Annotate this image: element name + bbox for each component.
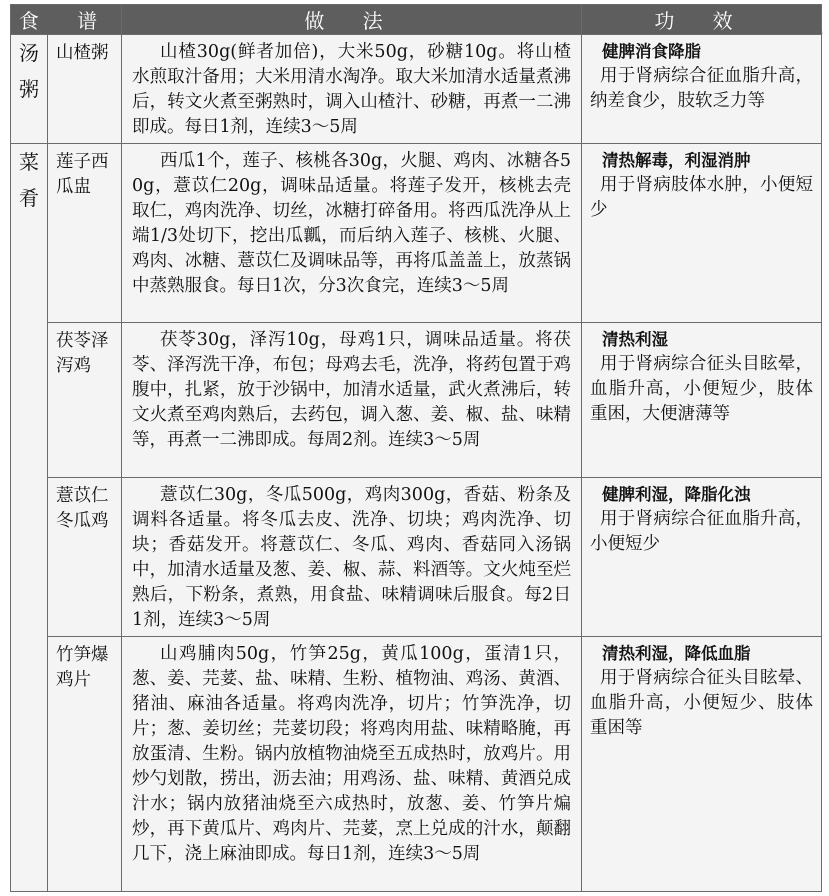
recipe-name: 竹笋爆鸡片 [48, 637, 122, 892]
category-label: 菜肴 [19, 150, 39, 210]
recipe-method: 西瓜1个，莲子、核桃各30g，火腿、鸡肉、冰糖各50g，薏苡仁20g，调味品适量。将莲子发开，核桃去壳取仁，鸡肉洗净、切丝，冰糖打碎备用。将西瓜洗净从上端1/3处切下，挖出瓜瓤，而后纳入莲子、核桃、火腿、鸡肉、冰糖、薏苡仁及调味品等，再将瓜盖盖上，放蒸锅中蒸熟服食。每日1次，分3次食完，连续3～5周 [122, 144, 582, 323]
effect-description: 用于肾病综合征血脂升高，小便短少 [590, 509, 814, 554]
table-row [11, 323, 822, 478]
recipe-name: 莲子西瓜盅 [48, 144, 122, 323]
table-row [11, 478, 822, 637]
category-cell [11, 144, 48, 892]
header-effect: 功 效 [582, 5, 822, 35]
recipe-method: 茯苓30g，泽泻10g，母鸡1只，调味品适量。将茯苓、泽泻洗干净，布包；母鸡去毛，洗净，将药包置于鸡腹中，扎紧，放于沙锅中，加清水适量，武火煮沸后，转文火煮至鸡肉熟后，去药包，调入葱、姜、椒、盐、味精等，再煮一二沸即成。每周2剂。连续3～5周 [122, 323, 582, 478]
effect-description: 用于肾病综合征头目眩晕、血脂升高，小便短少、肢体重困等 [590, 668, 814, 738]
recipe-effect [582, 323, 822, 478]
recipe-effect [582, 478, 822, 637]
recipe-name: 茯苓泽泻鸡 [48, 323, 122, 478]
effect-title: 健脾消食降脂 [602, 42, 702, 61]
recipe-effect [582, 637, 822, 892]
recipe-method: 薏苡仁30g，冬瓜500g，鸡肉300g，香菇、粉条及调料各适量。将冬瓜去皮、洗净、切块；鸡肉洗净、切块；香菇发开。将薏苡仁、冬瓜、鸡肉、香菇同入汤锅中，加清水适量及葱、姜、椒、蒜、料酒等。文火炖至烂熟后，下粉条，煮熟，用食盐、味精调味后服食。每2日1剂，连续3～5周 [122, 478, 582, 637]
table-row [11, 637, 822, 892]
table-row [11, 144, 822, 323]
table-row [11, 35, 822, 144]
effect-description: 用于肾病综合征头目眩晕，血脂升高，小便短少，肢体重困，大便溏薄等 [590, 354, 814, 424]
category-label: 汤粥 [19, 41, 39, 101]
effect-title: 清热利湿，降低血脂 [602, 644, 751, 663]
recipe-effect [582, 144, 822, 323]
recipe-name: 薏苡仁冬瓜鸡 [48, 478, 122, 637]
recipe-method: 山鸡脯肉50g，竹笋25g，黄瓜100g，蛋清1只，葱、姜、芫荽、盐、味精、生粉、植物油、鸡汤、黄酒、猪油、麻油各适量。将鸡肉洗净，切片；竹笋洗净，切片；葱、姜切丝；芫荽切段；将鸡肉用盐、味精略腌，再放蛋清、生粉。锅内放植物油烧至五成热时，放鸡片。用炒勺划散，捞出，沥去油；用鸡汤、盐、味精、黄酒兑成汁水；锅内放猪油烧至六成热时，放葱、姜、竹笋片煸炒，再下黄瓜片、鸡肉片、芫荽，烹上兑成的汁水，颠翻几下，浇上麻油即成。每日1剂，连续3～5周 [122, 637, 582, 892]
diet-therapy-table [10, 4, 822, 892]
effect-description: 用于肾病肢体水肿，小便短少 [590, 175, 814, 220]
recipe-name: 山楂粥 [48, 35, 122, 144]
category-cell [11, 35, 48, 144]
recipe-effect [582, 35, 822, 144]
effect-title: 清热利湿 [602, 330, 669, 349]
header-method: 做 法 [122, 5, 582, 35]
table-header-row [11, 5, 822, 35]
header-recipe: 食 谱 [11, 5, 122, 35]
effect-description: 用于肾病综合征血脂升高，纳差食少，肢软乏力等 [590, 66, 814, 111]
effect-title: 健脾利湿，降脂化浊 [602, 485, 751, 504]
effect-title: 清热解毒，利湿消肿 [602, 151, 751, 170]
recipe-method: 山楂30g(鲜者加倍)，大米50g，砂糖10g。将山楂水煎取汁备用；大米用清水淘净。取大米加清水适量煮沸后，转文火煮至粥熟时，调入山楂汁、砂糖，再煮一二沸即成。每日1剂，连续3～5周 [122, 35, 582, 144]
